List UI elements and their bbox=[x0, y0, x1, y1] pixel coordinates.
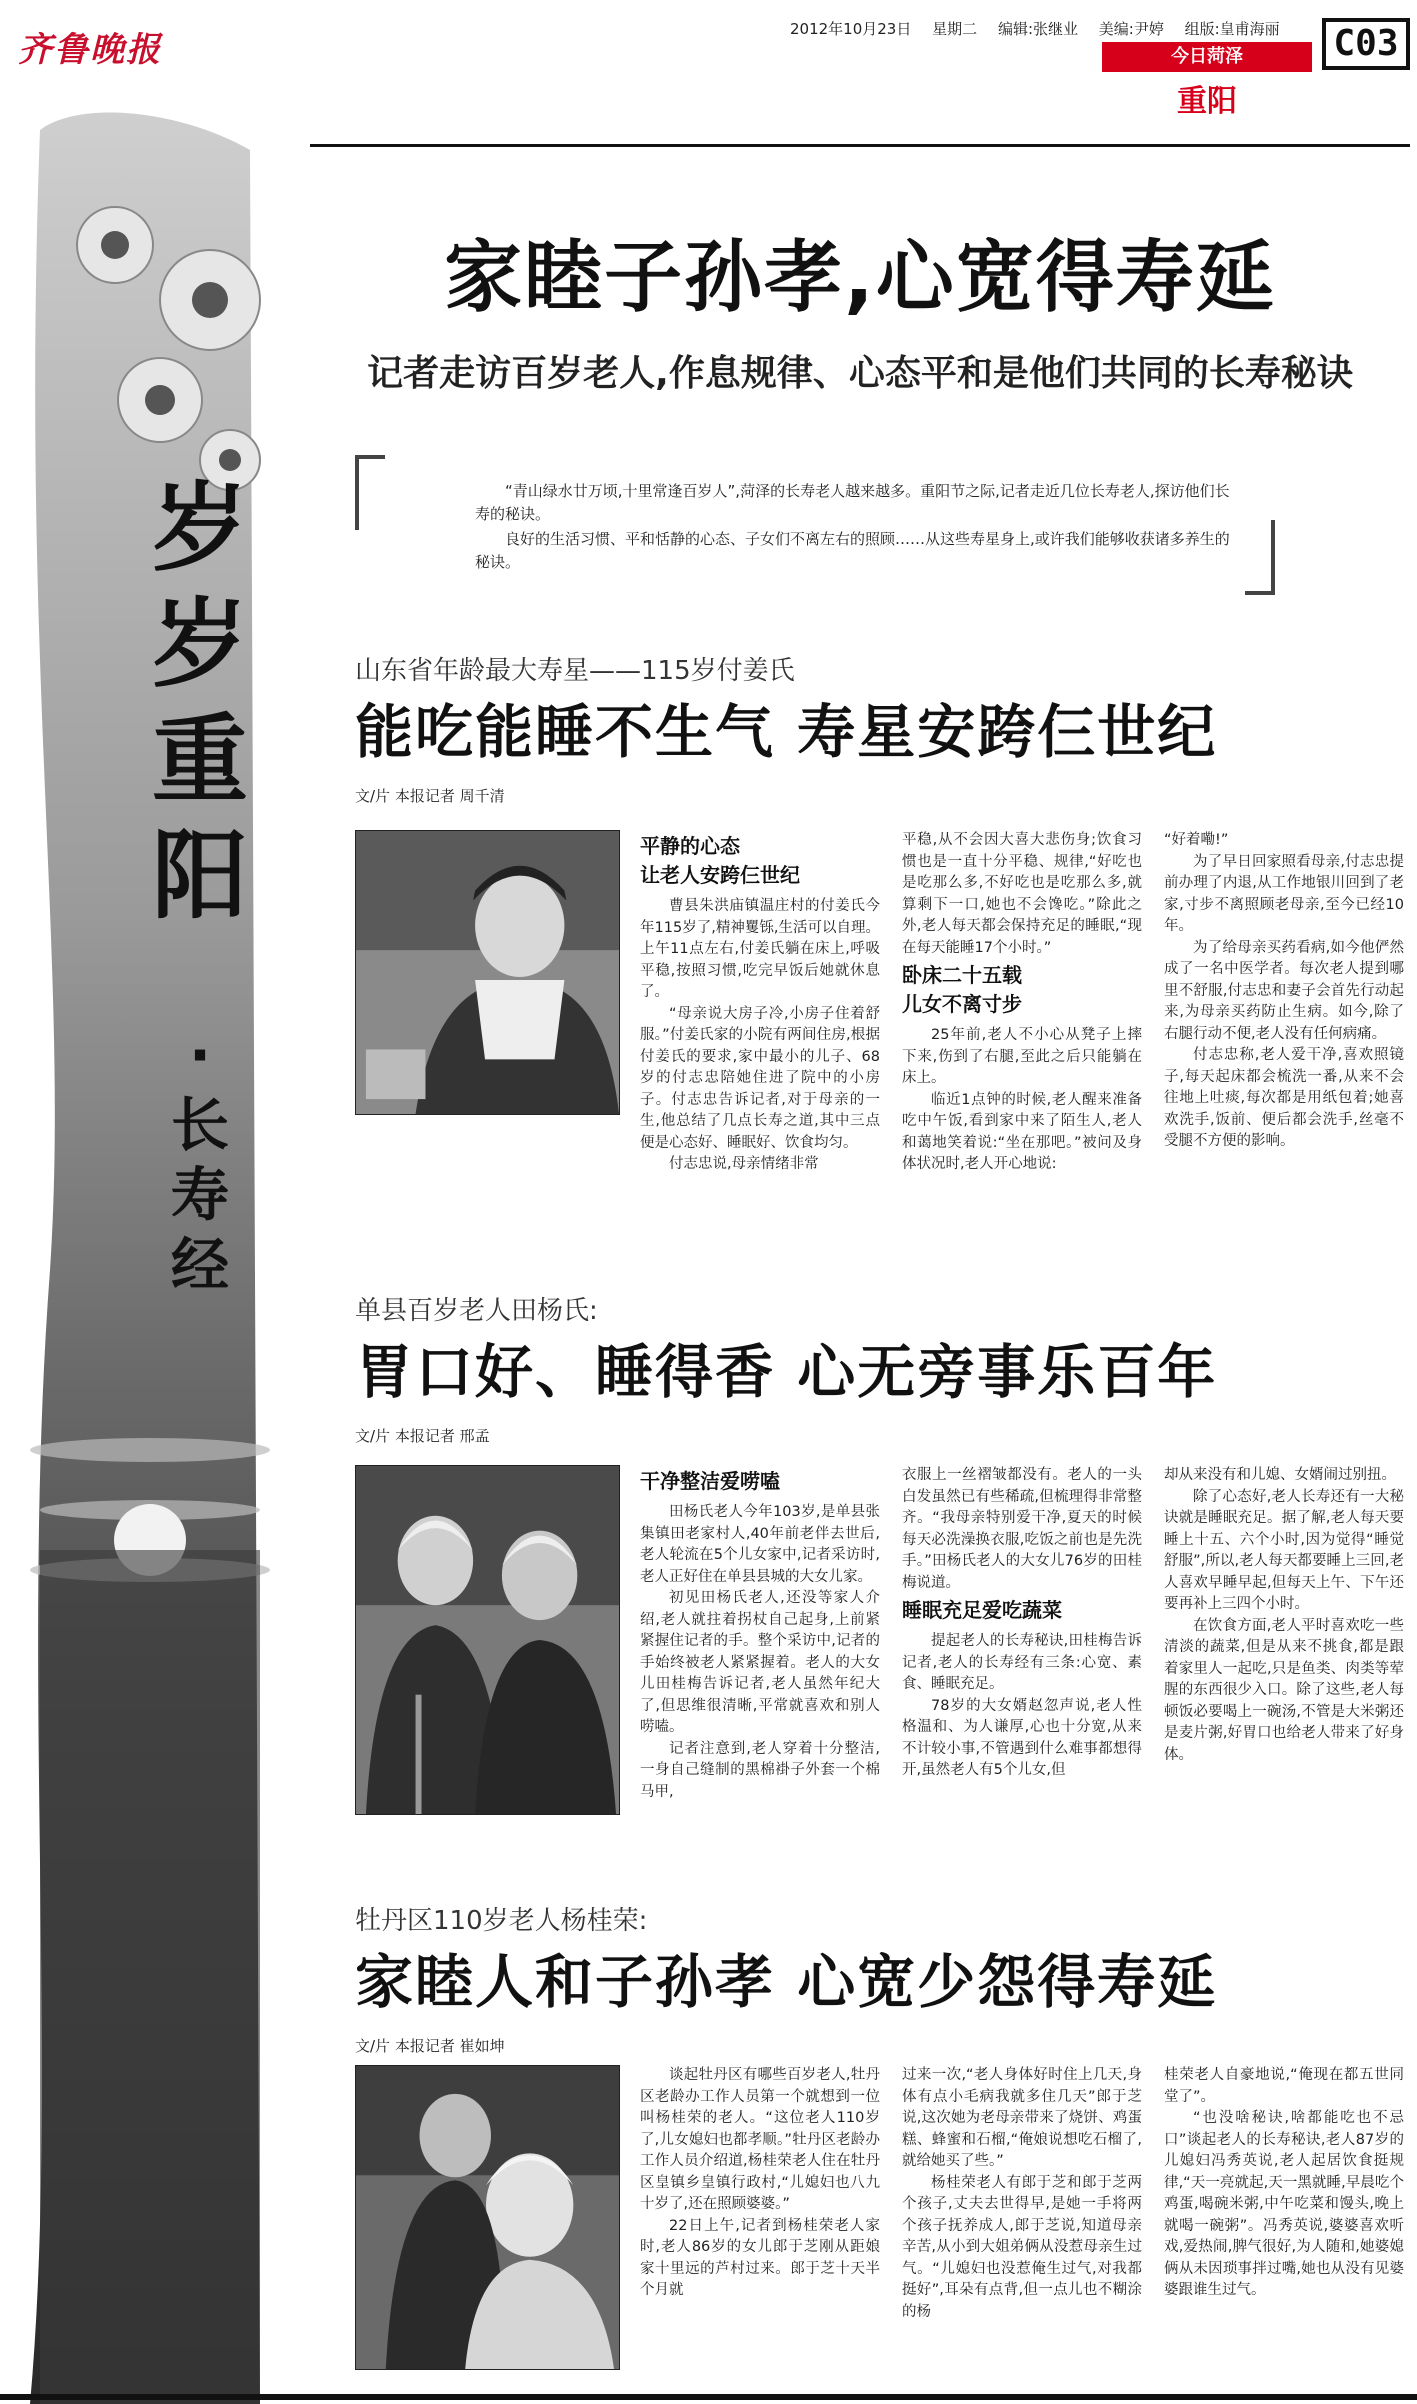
article-1-paragraph: 曹县朱洪庙镇温庄村的付姜氏今年115岁了,精神矍铄,生活可以自理。上午11点左右,付姜氏躺在床上,呼吸平稳,按照习惯,吃完早饭后她就休息了。 bbox=[640, 898, 880, 1000]
article-1-paragraph: 平稳,从不会因大喜大悲伤身;饮食习惯也是一直十分平稳、规律,“好吃也是吃那么多,不好吃也是吃那么多,就算剩下一口,她也不会馋吃。”除此之外,老人每天都会保持充足的睡眠,“现在每天能睡17个小时。” bbox=[902, 832, 1142, 956]
article-3 bbox=[355, 1900, 1405, 2320]
article-1-paragraph: 为了给母亲买药看病,如今他俨然成了一名中医学者。每次老人提到哪里不舒服,付志忠和妻子会首先行动起来,为母亲买药防止生病。如今,除了右腿行动不便,老人没有任何病痛。 bbox=[1164, 939, 1404, 1042]
article-2-paragraph: 田杨氏老人今年103岁,是单县张集镇田老家村人,40年前老伴去世后,老人轮流在5个儿女家中,记者采访时,老人正好住在单县县城的大女儿家。 bbox=[640, 1504, 880, 1585]
two-elders-portrait-image bbox=[356, 1466, 619, 1814]
proof-credit: 组版:皇甫海丽 bbox=[1184, 20, 1280, 38]
side-subtitle-text: 长寿经 bbox=[170, 1091, 229, 1299]
article-2-byline: 文/片 本报记者 邢孟 bbox=[355, 1427, 490, 1445]
article-2-headline: 胃口好、睡得香 心无旁事乐百年 bbox=[355, 1338, 1218, 1406]
article-1-paragraph: 付志忠称,老人爱干净,喜欢照镜子,每天起床都会梳洗一番,从来不会往地上吐痰,每次都是用纸包着;她喜欢洗手,饭前、便后都会洗手,丝毫不受腿不方便的影响。 bbox=[1164, 1047, 1404, 1149]
article-2-col-2 bbox=[902, 1465, 1142, 1782]
article-2-col-1 bbox=[640, 1465, 880, 1803]
article-1-subhead-2b: 儿女不离寸步 bbox=[902, 992, 1022, 1016]
article-3-paragraph: 22日上午,记者到杨桂荣老人家时,老人86岁的女儿郎于芝刚从距娘家十里远的芦村过来。郎于芝十天半个月就 bbox=[640, 2217, 880, 2298]
article-1 bbox=[355, 650, 1405, 1172]
top-rule bbox=[310, 144, 1410, 147]
side-decoration bbox=[0, 70, 300, 2404]
side-title: 岁岁重阳 bbox=[152, 471, 248, 932]
issue-weekday: 星期二 bbox=[932, 20, 978, 38]
article-2-paragraph: 除了心态好,老人长寿还有一大秘诀就是睡眠充足。据了解,老人每天要睡上十五、六个小时,因为觉得“睡觉舒服”,所以,老人每天都要睡上三回,老人喜欢早睡早起,但每天上午、下午还要再补上三四个小时。 bbox=[1164, 1488, 1404, 1612]
article-3-byline: 文/片 本报记者 崔如坤 bbox=[355, 2037, 505, 2055]
article-2-paragraph: 衣服上一丝褶皱都没有。老人的一头白发虽然已有些稀疏,但梳理得非常整齐。“我母亲特别爱干净,夏天的时候每天必洗澡换衣服,吃饭之前也是先洗手。”田杨氏老人的大女儿76岁的田桂梅说道。 bbox=[902, 1467, 1142, 1591]
page-number: C03 bbox=[1322, 18, 1410, 70]
article-1-body bbox=[640, 830, 1405, 1172]
article-1-headline: 能吃能睡不生气 寿星安跨仨世纪 bbox=[355, 698, 1218, 766]
edition-tag: 今日菏泽 bbox=[1102, 42, 1312, 72]
intro-bracket-left bbox=[355, 455, 385, 530]
article-2-paragraph: 初见田杨氏老人,还没等家人介绍,老人就拄着拐杖自己起身,上前紧紧握住记者的手。整个采访中,记者的手始终被老人紧紧握着。老人的大女儿田桂梅告诉记者,老人虽然年纪大了,但思维很清晰,平常就喜欢和别人唠嗑。 bbox=[640, 1590, 880, 1735]
intro-paragraph-2: 良好的生活习惯、平和恬静的心态、子女们不离左右的照顾……从这些寿星身上,或许我们能够收获诸多养生的秘诀。 bbox=[475, 530, 1230, 571]
section-name: 重阳 bbox=[1177, 84, 1237, 119]
article-3-paragraph: 谈起牡丹区有哪些百岁老人,牡丹区老龄办工作人员第一个就想到一位叫杨桂荣的老人。“这位老人110岁了,儿女媳妇也都孝顺。”牡丹区老龄办工作人员介绍道,杨桂荣老人住在牡丹区皇镇乡皇镇行政村,“儿媳妇也八九十岁了,还在照顾婆婆。” bbox=[640, 2067, 880, 2212]
intro-paragraph-1: “青山绿水廿万顷,十里常逢百岁人”,菏泽的长寿老人越来越多。重阳节之际,记者走近几位长寿老人,探访他们长寿的秘诀。 bbox=[475, 482, 1230, 523]
article-1-subhead-1a: 平静的心态 bbox=[640, 834, 740, 858]
article-2-photo bbox=[355, 1465, 620, 1815]
article-3-photo bbox=[355, 2065, 620, 2370]
article-1-paragraph: 付志忠说,母亲情绪非常 bbox=[669, 1156, 819, 1172]
article-3-col-2 bbox=[902, 2065, 1142, 2323]
article-1-col-3 bbox=[1164, 830, 1404, 1153]
article-1-col-2 bbox=[902, 830, 1142, 1176]
bottom-rule bbox=[0, 2394, 1417, 2400]
article-1-subhead-2a: 卧床二十五载 bbox=[902, 963, 1022, 987]
article-2-paragraph: 提起老人的长寿秘诀,田桂梅告诉记者,老人的长寿经有三条:心宽、素食、睡眠充足。 bbox=[902, 1633, 1142, 1692]
side-subtitle bbox=[160, 1020, 240, 1300]
article-1-paragraph: 为了早日回家照看母亲,付志忠提前办理了内退,从工作地银川回到了老家,寸步不离照顾老母亲,至今已经10年。 bbox=[1164, 853, 1404, 934]
article-1-col-1 bbox=[640, 830, 880, 1176]
article-2 bbox=[355, 1290, 1405, 1800]
article-2-paragraph: 78岁的大女婿赵忽声说,老人性格温和、为人谦厚,心也十分宽,从来不计较小事,不管遇到什么难事都想得开,虽然老人有5个儿女,但 bbox=[902, 1697, 1142, 1778]
article-2-subhead-2: 睡眠充足爱吃蔬菜 bbox=[902, 1598, 1062, 1622]
article-2-paragraph: 却从来没有和儿媳、女婿闹过别扭。 bbox=[1164, 1467, 1396, 1483]
article-3-kicker: 牡丹区110岁老人杨桂荣: bbox=[355, 1906, 648, 1936]
article-3-paragraph: 过来一次,“老人身体好时住上几天,身体有点小毛病我就多住几天”郎于芝说,这次她为老母亲带来了烧饼、鸡蛋糕、蜂蜜和石榴,“俺娘说想吃石榴了,就给她买了些。” bbox=[902, 2067, 1142, 2169]
article-3-col-1 bbox=[640, 2065, 880, 2302]
article-3-paragraph: 桂荣老人自豪地说,“俺现在都五世同堂了”。 bbox=[1164, 2067, 1404, 2105]
article-2-kicker: 单县百岁老人田杨氏: bbox=[355, 1296, 598, 1326]
article-3-col-3 bbox=[1164, 2065, 1404, 2302]
main-subheadline: 记者走访百岁老人,作息规律、心态平和是他们共同的长寿秘诀 bbox=[367, 353, 1353, 394]
article-2-body bbox=[640, 1465, 1405, 1825]
article-1-paragraph: 临近1点钟的时候,老人醒来准备吃中午饭,看到家中来了陌生人,老人和蔼地笑着说:“坐在那吧。”被问及身体状况时,老人开心地说: bbox=[902, 1091, 1142, 1172]
article-2-paragraph: 记者注意到,老人穿着十分整洁,一身自己缝制的黑棉褂子外套一个棉马甲, bbox=[640, 1740, 880, 1800]
article-1-kicker: 山东省年龄最大寿星——115岁付姜氏 bbox=[355, 656, 795, 686]
issue-date: 2012年10月23日 bbox=[790, 20, 912, 38]
main-headline: 家睦子孙孝,心宽得寿延 bbox=[444, 233, 1276, 323]
article-3-body bbox=[640, 2065, 1405, 2385]
side-dot: · bbox=[188, 1021, 212, 1089]
elder-and-daughter-portrait-image bbox=[356, 2066, 619, 2369]
editor-credit: 编辑:张继业 bbox=[997, 20, 1078, 38]
intro-box bbox=[355, 455, 1275, 595]
article-2-col-3 bbox=[1164, 1465, 1404, 1766]
article-1-paragraph: “母亲说大房子冷,小房子住着舒服。”付姜氏家的小院有两间住房,根据付姜氏的要求,家中最小的儿子、68岁的付志忠陪她住进了院中的小房子。付志忠告诉记者,对于母亲的一生,他总结了几点长寿之道,其中三点便是心态好、睡眠好、饮食均匀。 bbox=[640, 1005, 880, 1151]
article-1-subhead-1b: 让老人安跨仨世纪 bbox=[640, 863, 800, 887]
designer-credit: 美编:尹婷 bbox=[1098, 20, 1164, 38]
article-1-byline: 文/片 本报记者 周千清 bbox=[355, 787, 505, 805]
article-1-paragraph: “好着嘞!” bbox=[1164, 832, 1229, 848]
article-2-subhead-1: 干净整洁爱唠嗑 bbox=[640, 1469, 780, 1493]
article-3-paragraph: “也没啥秘诀,啥都能吃也不忌口”谈起老人的长寿秘诀,老人87岁的儿媳妇冯秀英说,老人起居饮食挺规律,“天一亮就起,天一黑就睡,早晨吃个鸡蛋,喝碗米粥,中午吃菜和馒头,晚上就喝一碗粥”。冯秀英说,婆婆喜欢听戏,爱热闹,脾气很好,为人随和,她婆媳俩从未因琐事拌过嘴,她也从没有见婆婆跟谁生过气。 bbox=[1164, 2110, 1404, 2298]
newspaper-logo: 齐鲁晚报 bbox=[18, 30, 162, 70]
article-3-headline: 家睦人和子孙孝 心宽少怨得寿延 bbox=[355, 1948, 1218, 2016]
sunflower-sunset-illustration bbox=[0, 70, 300, 2404]
article-2-paragraph: 在饮食方面,老人平时喜欢吃一些清淡的蔬菜,但是从来不挑食,都是跟着家里人一起吃,只是鱼类、肉类等荤腥的东西很少入口。除了这些,老人每顿饭必要喝上一碗汤,不管是大米粥还是麦片粥,好胃口也给老人带来了好身体。 bbox=[1164, 1617, 1404, 1763]
intro-bracket-right bbox=[1245, 520, 1275, 595]
elder-portrait-image bbox=[356, 831, 619, 1114]
article-1-paragraph: 25年前,老人不小心从凳子上摔下来,伤到了右腿,至此之后只能躺在床上。 bbox=[902, 1027, 1142, 1086]
article-1-photo bbox=[355, 830, 620, 1115]
issue-info bbox=[790, 18, 1296, 39]
article-3-paragraph: 杨桂荣老人有郎于芝和郎于芝两个孩子,丈夫去世得早,是她一手将两个孩子抚养成人,郎于芝说,知道母亲辛苦,从小到大姐弟俩从没惹母亲生过气。“儿媳妇也没惹俺生过气,对我都挺好”,耳朵有点背,但一点儿也不糊涂的杨 bbox=[902, 2174, 1142, 2320]
